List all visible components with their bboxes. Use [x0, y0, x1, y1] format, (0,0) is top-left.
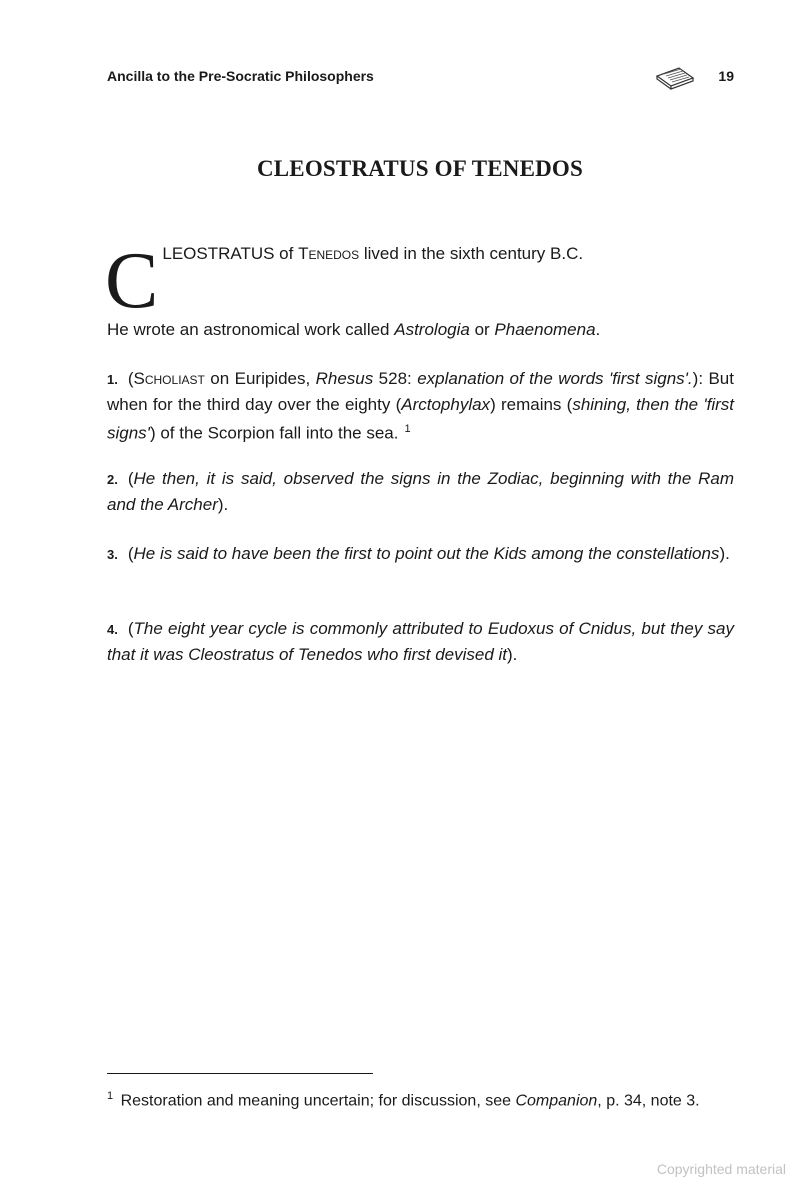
fragment-number: 2. — [107, 472, 118, 487]
footnote-divider — [107, 1073, 373, 1074]
footnote-mark: 1 — [107, 1090, 114, 1102]
fragment-number: 4. — [107, 622, 118, 637]
fragment-2: 2. (He then, it is said, observed the signs in the Zodiac, beginning with the Ram and the Archer). — [107, 469, 734, 514]
intro-paragraph — [105, 237, 734, 342]
fragment-number: 3. — [107, 547, 118, 562]
fragment-number: 1. — [107, 372, 118, 387]
open-book-icon — [655, 66, 695, 90]
chapter-title: CLEOSTRATUS OF TENEDOS — [256, 156, 584, 181]
fragment-3: 3. (He is said to have been the first to point out the Kids among the constellations). — [107, 544, 730, 563]
footnote: $^1$ Restoration and meaning uncertain; for discussion, see Companion, p. 34, note 3. — [107, 1090, 700, 1110]
intro-line-2: He wrote an astronomical work called Astrologia or Phaenomena. — [107, 320, 601, 339]
fragment-1: 1. (Scholiast on Euripides, Rhesus 528: explanation of the words 'first signs'.): But when for the third day over the eighty (Arctophylax) remains (shining, then the 'first signs') of the Scorpion fall into the sea. $^1$ — [107, 369, 734, 443]
fragment-4: 4. (The eight year cycle is commonly attributed to Eudoxus of Cnidus, but they say that it was Cleostratus of Tenedos who first devised it). — [107, 619, 734, 664]
footnote-reference: 1 — [404, 423, 411, 435]
copyright-watermark: Copyrighted material — [656, 1161, 786, 1177]
intro-line-1: LEOSTRATUS of Tenedos lived in the sixth century B.C. — [162, 244, 584, 263]
running-title: Ancilla to the Pre-Socratic Philosophers — [107, 68, 374, 84]
page-header — [107, 66, 734, 90]
page-number: 19 — [718, 68, 734, 84]
drop-cap: C — [105, 237, 159, 325]
